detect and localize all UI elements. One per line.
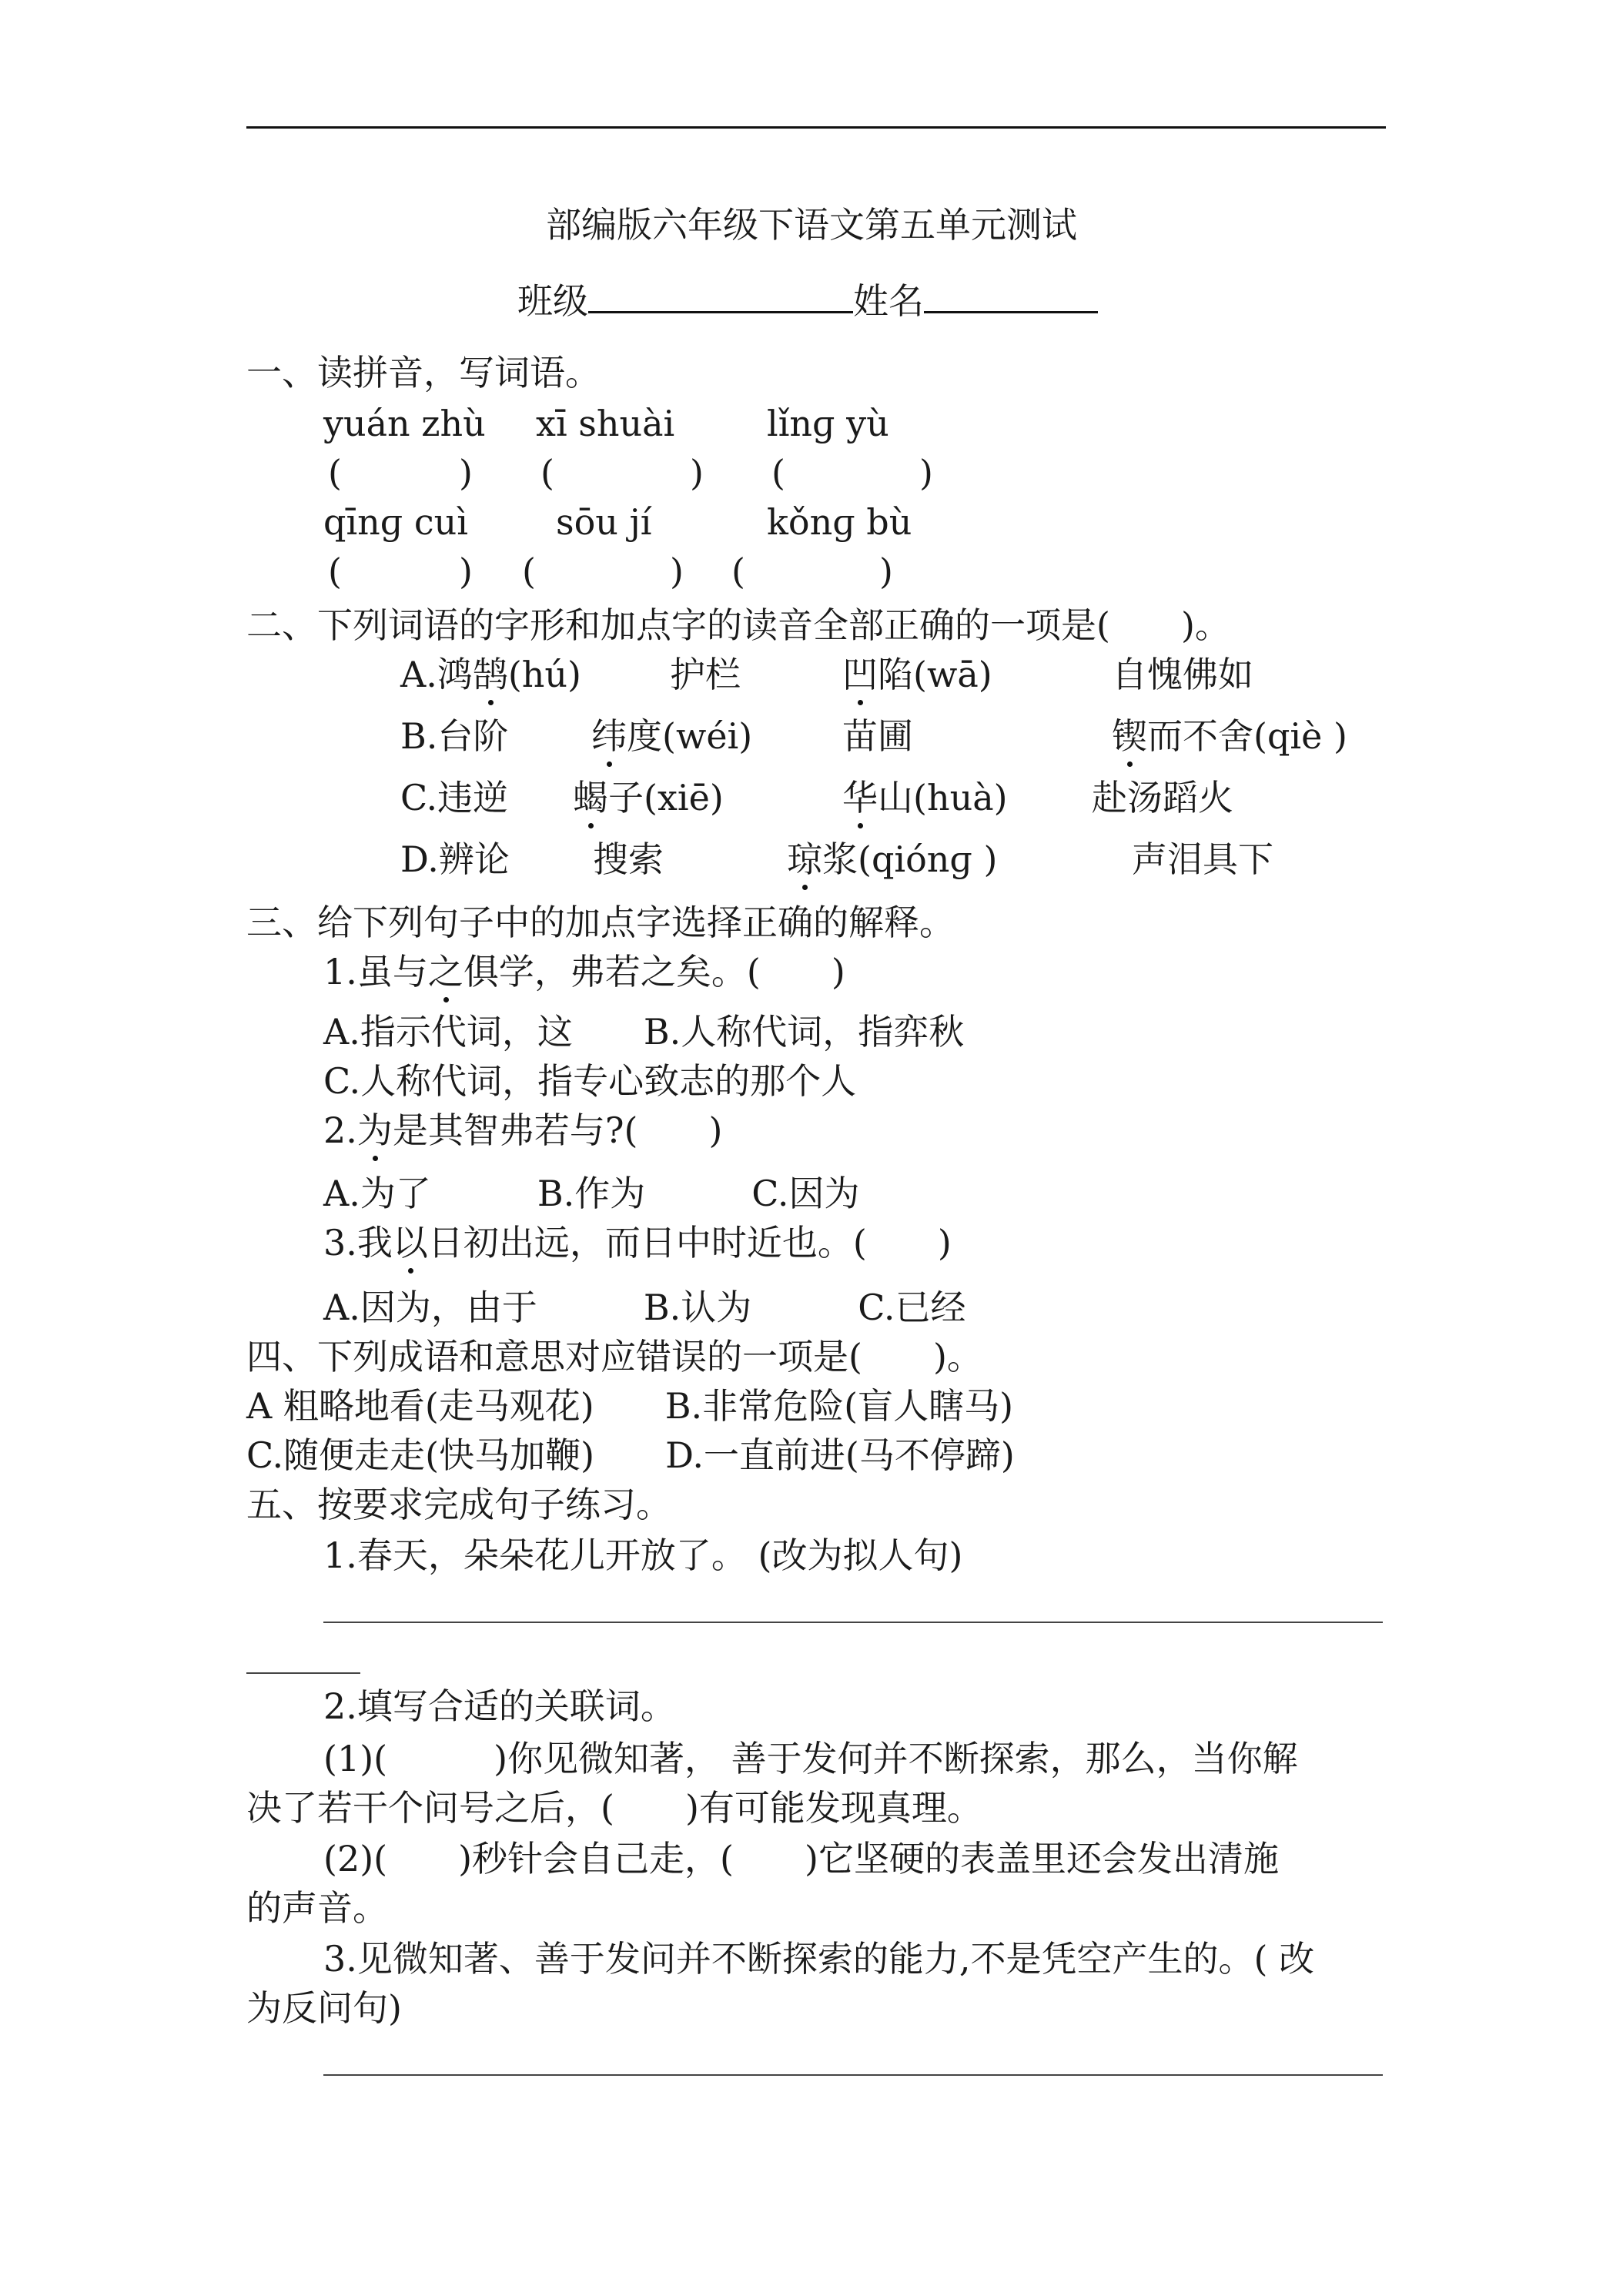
answer-paren-close: ) [919,452,933,494]
q3-options-2: A.为了 B.作为 C.因为 [323,1173,860,1214]
q4-options-1: A 粗略地看(走马观花) B.非常危险(盲人瞎马) [246,1385,1014,1427]
answer-paren-open: ( [328,551,342,592]
answer-paren-open: ( [731,551,745,592]
pinyin-item: yuán zhù [323,403,486,444]
sentence-text: 是其智弗若与?( ) [392,1110,723,1151]
option-word: 自愧佛如 [1112,654,1253,695]
option-word [787,836,997,882]
pinyin-item: lǐnɡ yù [767,403,889,444]
sentence-text: 俱学，弗若之矣。( ) [463,951,845,992]
pinyin-item: kǒnɡ bù [767,501,912,543]
answer-line[interactable] [246,1672,360,1674]
class-blank[interactable] [588,274,853,313]
page-title: 部编版六年级下语文第五单元测试 [546,204,1077,246]
name-label: 姓名 [853,280,924,322]
option-text: 陷(wā) [878,654,992,695]
sentence-text: 2. [323,1110,357,1151]
option-text: 而不舍(qiè ) [1147,715,1347,757]
answer-paren-open: ( [522,551,536,592]
class-name-row [517,274,1098,324]
q5-item-2-2: (2)( )秒针会自己走，( )它坚硬的表盖里还会发出清施 [323,1838,1279,1879]
q5-item-2-1-cont: 决了若干个问号之后，( )有可能发现真理。 [246,1787,982,1829]
answer-line[interactable] [323,1622,1383,1623]
dotted-char: 为 [357,1107,393,1153]
answer-paren-close: ) [879,551,893,592]
q4-heading: 四、下列成语和意思对应错误的一项是( )。 [246,1336,982,1377]
sentence-text: 3.我 [323,1222,393,1263]
dotted-char: 蝎 [573,775,608,821]
dotted-char: 琼 [787,836,822,882]
option-word: 护栏 [670,654,741,695]
sentence-text: 1.虽与 [323,951,428,992]
q3-options-1b: C.人称代词，指专心致志的那个人 [323,1060,857,1102]
class-label: 班级 [517,280,588,322]
q2-option-b[interactable]: B.台阶 [400,715,509,757]
answer-paren-open: ( [328,452,342,494]
dotted-char: 以 [393,1220,428,1266]
q3-sentence-3 [323,1220,952,1266]
option-text: 浆(qiónɡ ) [822,838,998,880]
q5-item-2: 2.填写合适的关联词。 [323,1685,676,1727]
q3-sentence-2 [323,1107,722,1153]
answer-paren-close: ) [690,452,704,494]
option-word: 声泪具下 [1132,838,1273,880]
dotted-char: 华 [842,775,878,821]
option-word [842,651,992,698]
option-word: 搜索 [593,838,664,880]
q1-heading: 一、读拼音，写词语。 [246,352,601,393]
option-word [573,775,724,821]
q5-item-3: 3.见微知著、善于发问并不断探索的能力,不是凭空产生的。( 改 [323,1938,1315,1980]
q3-options-3: A.因为，由于 B.认为 C.已经 [323,1287,966,1328]
dotted-char: 凹 [842,651,878,698]
pinyin-item: qīnɡ cuì [323,501,468,543]
q4-options-2: C.随便走走(快马加鞭) D.一直前进(马不停蹄) [246,1434,1015,1476]
answer-paren-open: ( [771,452,785,494]
q3-heading: 三、给下列句子中的加点字选择正确的解释。 [246,902,955,943]
option-text: 子(xiē) [608,777,724,818]
q3-sentence-1 [323,949,845,995]
dotted-char: 纬 [591,713,627,759]
option-text: A.鸿 [400,654,473,695]
pinyin-item: sōu jí [556,501,652,543]
answer-paren-close: ) [459,452,473,494]
option-text: (hú) [507,654,581,695]
answer-paren-open: ( [540,452,554,494]
q2-option-d[interactable]: D.辨论 [400,838,510,880]
option-word: 赴汤蹈火 [1092,777,1233,818]
option-text: 山(huà) [878,777,1008,818]
pinyin-item: xī shuài [536,403,675,444]
answer-paren-close: ) [670,551,684,592]
q2-option-a[interactable] [400,651,581,698]
header-rule [246,126,1386,129]
option-word [1112,713,1347,759]
dotted-char: 鹄 [473,651,508,698]
option-word [591,713,752,759]
q5-item-2-1: (1)( )你见微知著， 善于发何并不断探索，那么，当你解 [323,1738,1298,1779]
dotted-char: 锲 [1112,713,1147,759]
q5-item-1: 1.春天，朵朵花儿开放了。 (改为拟人句) [323,1535,963,1576]
option-word: 苗圃 [842,715,913,757]
sentence-text: 日初出远，而日中时近也。( ) [427,1222,952,1263]
option-word [842,775,1008,821]
answer-line[interactable] [323,2074,1383,2076]
q2-option-c[interactable]: C.违逆 [400,777,509,818]
answer-paren-close: ) [459,551,473,592]
q5-heading: 五、按要求完成句子练习。 [246,1484,671,1525]
option-text: 度(wéi) [627,715,753,757]
dotted-char: 之 [428,949,463,995]
q5-item-2-2-cont: 的声音。 [246,1887,388,1929]
q3-options-1a: A.指示代词，这 B.人称代词，指弈秋 [323,1011,965,1053]
name-blank[interactable] [924,274,1098,313]
q2-heading: 二、下列词语的字形和加点字的读音全部正确的一项是( )。 [246,604,1230,646]
q5-item-3-cont: 为反问句) [246,1987,402,2029]
